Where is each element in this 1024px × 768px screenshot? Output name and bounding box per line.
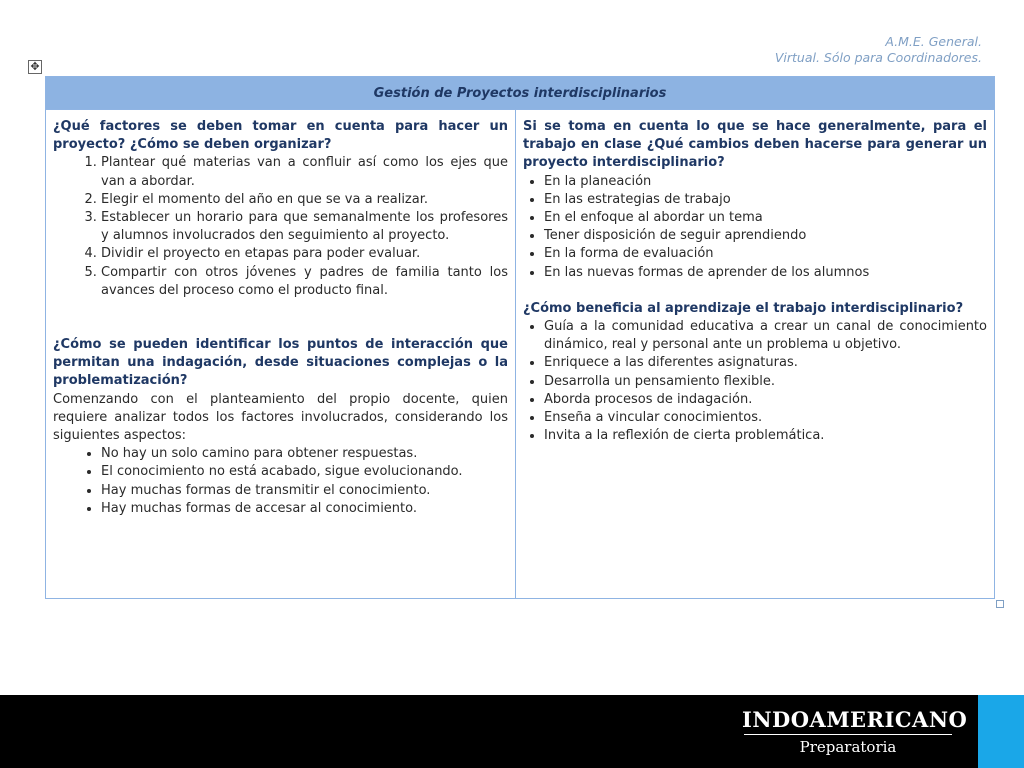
- list-item: • Enseña a vincular conocimientos.: [544, 409, 987, 427]
- list-item: 3. Establecer un horario para que semanalmente los profesores y alumnos involucrados den seguimiento al proyecto.: [101, 209, 508, 245]
- list-item: • El conocimiento no está acabado, sigue evolucionando.: [101, 463, 508, 481]
- list-item: • En el enfoque al abordar un tema: [544, 209, 987, 227]
- right-column: [516, 110, 994, 599]
- table-title: Gestión de Proyectos interdisciplinarios: [46, 77, 994, 110]
- left-question-1: ¿Qué factores se deben tomar en cuenta para hacer un proyecto? ¿Cómo se deben organizar?: [53, 119, 508, 153]
- list-item: • En las estrategias de trabajo: [544, 191, 987, 209]
- table-move-handle-icon[interactable]: ✥: [28, 60, 42, 74]
- list-item: • Guía a la comunidad educativa a crear un canal de conocimiento dinámico, real y personal ante un problema u objetivo.: [544, 318, 987, 354]
- document-header: [775, 34, 982, 66]
- organization-steps-list: [53, 154, 508, 300]
- list-item: • En la planeación: [544, 173, 987, 191]
- list-item: • Invita a la reflexión de cierta problemática.: [544, 427, 987, 445]
- aspects-list: [53, 445, 508, 518]
- header-line-2: Virtual. Sólo para Coordinadores.: [774, 50, 982, 65]
- left-question-2: ¿Cómo se pueden identificar los puntos de interacción que permitan una indagación, desde situaciones complejas o la problematización?: [53, 337, 508, 389]
- list-item: • En la forma de evaluación: [544, 245, 987, 263]
- indoamericano-logo: [742, 707, 968, 757]
- list-item: • Enriquece a las diferentes asignaturas.: [544, 354, 987, 372]
- benefits-list: [523, 318, 987, 445]
- right-question-2: ¿Cómo beneficia al aprendizaje el trabajo interdisciplinario?: [523, 300, 964, 316]
- changes-list: [523, 173, 987, 282]
- footer-bar: [0, 695, 1024, 768]
- list-item: • No hay un solo camino para obtener respuestas.: [101, 445, 508, 463]
- header-line-1: A.M.E. General.: [885, 34, 982, 49]
- right-question-1: Si se toma en cuenta lo que se hace generalmente, para el trabajo en clase ¿Qué cambios deben hacerse para generar un proyecto interdisciplinario?: [523, 119, 987, 171]
- left-intro-paragraph: Comenzando con el planteamiento del propio docente, quien requiere analizar todos los factores involucrados, considerando los siguientes aspectos:: [53, 391, 508, 444]
- list-item: 1. Plantear qué materias van a confluir así como los ejes que van a abordar.: [101, 154, 508, 190]
- logo-sub-text: Preparatoria: [799, 738, 897, 756]
- spacer: [53, 300, 508, 336]
- list-item: • Hay muchas formas de accesar al conocimiento.: [101, 500, 508, 518]
- projects-table: [45, 76, 995, 599]
- list-item: 4. Dividir el proyecto en etapas para poder evaluar.: [101, 245, 508, 263]
- table-resize-handle-icon[interactable]: [996, 600, 1004, 608]
- footer-accent-block: [978, 695, 1024, 768]
- list-item: 2. Elegir el momento del año en que se va a realizar.: [101, 191, 508, 209]
- spacer: [523, 282, 987, 300]
- list-item: • Hay muchas formas de transmitir el conocimiento.: [101, 482, 508, 500]
- logo-main-text: INDOAMERICANO: [742, 707, 968, 732]
- logo-divider: [744, 734, 952, 735]
- left-column: [46, 110, 516, 599]
- list-item: • Desarrolla un pensamiento flexible.: [544, 373, 987, 391]
- list-item: • Tener disposición de seguir aprendiendo: [544, 227, 987, 245]
- list-item: • Aborda procesos de indagación.: [544, 391, 987, 409]
- list-item: 5. Compartir con otros jóvenes y padres de familia tanto los avances del proceso como el producto final.: [101, 264, 508, 300]
- list-item: • En las nuevas formas de aprender de los alumnos: [544, 264, 987, 282]
